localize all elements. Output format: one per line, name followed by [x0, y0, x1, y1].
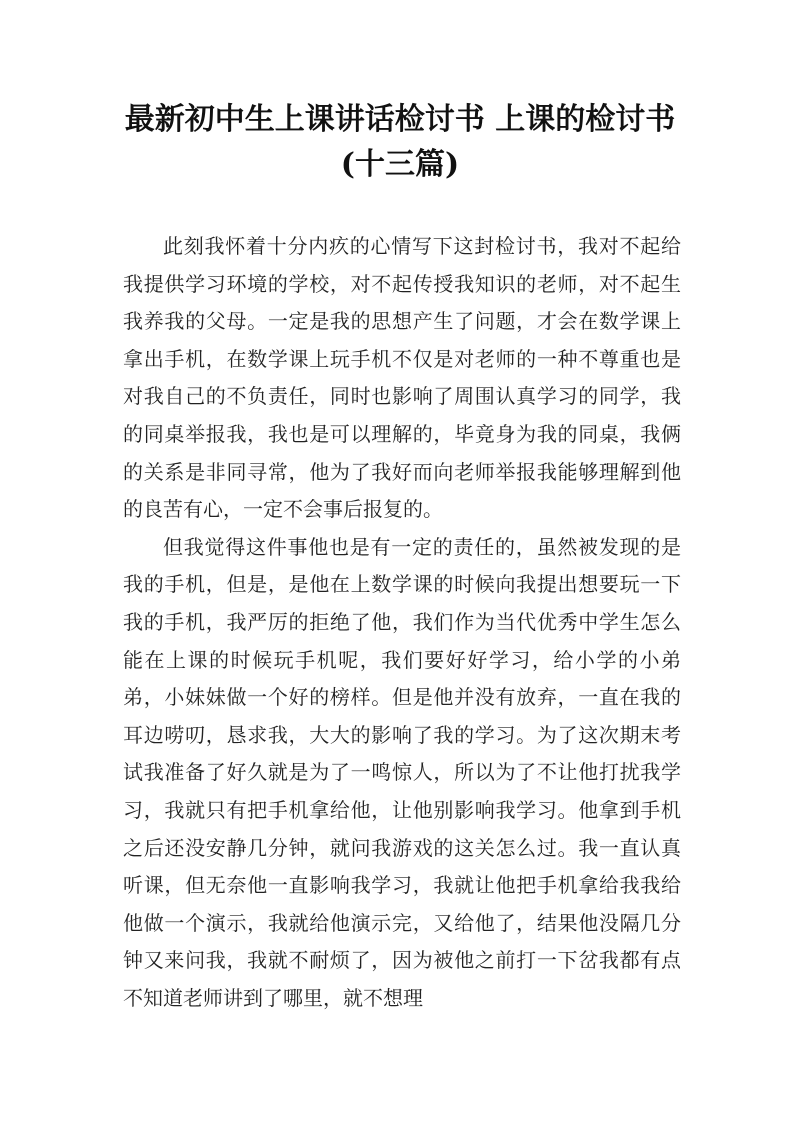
title-line-2: (十三篇): [340, 147, 460, 182]
document-body: [123, 228, 681, 1017]
paragraph-2: 但我觉得这件事他也是有一定的责任的，虽然被发现的是我的手机，但是，是他在上数学课的时候向我提出想要玩一下我的手机，我严厉的拒绝了他，我们作为当代优秀中学生怎么能在上课的时候玩手机呢，我们要好好学习，给小学的小弟弟，小妹妹做一个好的榜样。但是他并没有放弃，一直在我的耳边唠叨，恳求我，大大的影响了我的学习。为了这次期末考试我准备了好久就是为了一鸣惊人，所以为了不让他打扰我学习，我就只有把手机拿给他，让他别影响我学习。他拿到手机之后还没安静几分钟，就问我游戏的这关怎么过。我一直认真听课，但无奈他一直影响我学习，我就让他把手机拿给我我给他做一个演示，我就给他演示完，又给他了，结果他没隔几分钟又来问我，我就不耐烦了，因为被他之前打一下岔我都有点不知道老师讲到了哪里，就不想理: [123, 534, 681, 1010]
page-title: [110, 97, 690, 187]
title-line-1: 最新初中生上课讲话检讨书 上课的检讨书: [124, 102, 676, 137]
paragraph-1: 此刻我怀着十分内疚的心情写下这封检讨书，我对不起给我提供学习环境的学校，对不起传授我知识的老师，对不起生我养我的父母。一定是我的思想产生了问题，才会在数学课上拿出手机，在数学课上玩手机不仅是对老师的一种不尊重也是对我自己的不负责任，同时也影响了周围认真学习的同学，我的同桌举报我，我也是可以理解的，毕竟身为我的同桌，我俩的关系是非同寻常，他为了我好而向老师举报我能够理解到他的良苦有心，一定不会事后报复的。: [123, 234, 681, 522]
